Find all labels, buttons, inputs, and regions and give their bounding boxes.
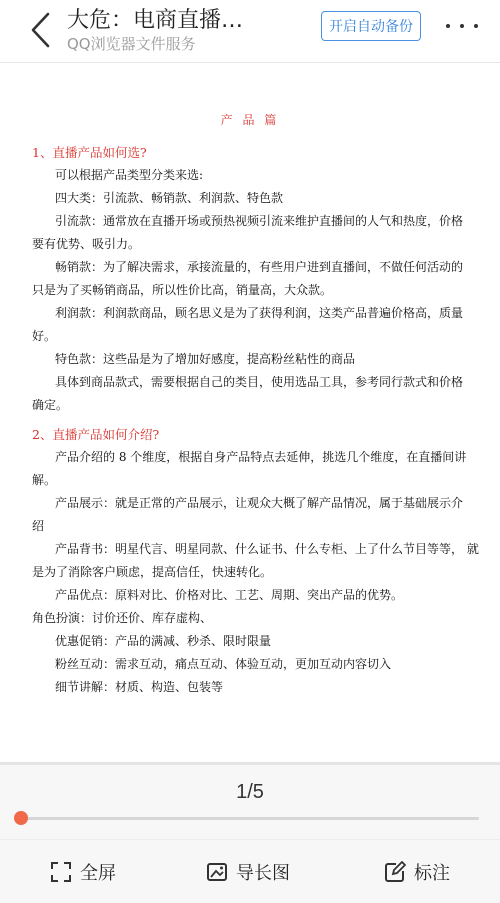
- page-slider-handle[interactable]: [14, 811, 28, 825]
- paragraph-line: 解。: [32, 473, 57, 487]
- paragraph-line: 可以根据产品类型分类来选:: [55, 168, 204, 182]
- paragraph-line: 畅销款：为了解决需求，承接流量的，有些用户进到直播间，不做任何活动的: [55, 260, 464, 274]
- paragraph-line: 四大类：引流款、畅销款、利润款、特色款: [55, 191, 284, 205]
- paragraph-line: 好。: [32, 329, 57, 343]
- top-bar: [0, 0, 500, 63]
- edit-icon: [384, 861, 406, 883]
- paragraph-line: 产品背书：明星代言、明星同款、什么证书、什么专柜、上了什么节目等等， 就: [55, 542, 479, 556]
- paragraph-line: 细节讲解：材质、构造、包装等: [55, 680, 224, 694]
- paragraph-line: 利润款：利润款商品，顾名思义是为了获得利润，这类产品普遍价格高，质量: [55, 306, 464, 320]
- paragraph-line: 产品展示：就是正常的产品展示，让观众大概了解产品情况，属于基础展示介: [55, 496, 464, 510]
- fullscreen-icon: [50, 861, 72, 883]
- back-button[interactable]: [28, 10, 52, 50]
- document-title: 大危：电商直播…: [67, 8, 244, 33]
- more-icon[interactable]: [446, 21, 478, 31]
- paragraph-line: 只是为了买畅销商品，所以性价比高，销量高，大众款。: [32, 283, 333, 297]
- paragraph-line: 优惠促销：产品的满减、秒杀、限时限量: [55, 634, 272, 648]
- fullscreen-label: 全屏: [80, 863, 116, 884]
- paragraph-line: 要有优势、吸引力。: [32, 237, 141, 251]
- auto-backup-button[interactable]: 开启自动备份: [321, 11, 421, 41]
- long-image-button[interactable]: [206, 860, 290, 884]
- paragraph-line: 是为了消除客户顾虑，提高信任，快速转化。: [32, 565, 273, 579]
- paragraph-line: 产品介绍的 8 个维度，根据自身产品特点去延伸，挑选几个维度，在直播间讲: [55, 450, 467, 464]
- long-image-label: 导长图: [236, 863, 290, 884]
- fullscreen-button[interactable]: [50, 860, 116, 884]
- image-export-icon: [206, 861, 228, 883]
- paragraph-line: 具体到商品款式，需要根据自己的类目，使用选品工具，参考同行款式和价格: [55, 375, 464, 389]
- paragraph-line: 产品优点：原料对比、价格对比、工艺、周期、突出产品的优势。: [55, 588, 404, 602]
- section-heading: 1、直播产品如何选?: [32, 145, 147, 160]
- page-indicator: 1/5: [236, 781, 264, 803]
- paragraph-line: 角色扮演：讨价还价、库存虚构、: [32, 611, 213, 625]
- section-heading: 2、直播产品如何介绍?: [32, 427, 160, 442]
- viewer-controls: [0, 765, 500, 902]
- paragraph-line: 粉丝互动：需求互动，痛点互动、体验互动，更加互动内容切入: [55, 657, 392, 671]
- document-source: QQ浏览器文件服务: [67, 35, 196, 53]
- paragraph-line: 确定。: [32, 398, 69, 412]
- page-slider-track[interactable]: [21, 817, 479, 820]
- paragraph-line: 绍: [32, 519, 45, 533]
- paragraph-line: 特色款：这些品是为了增加好感度，提高粉丝粘性的商品: [55, 352, 356, 366]
- paragraph-line: 引流款：通常放在直播开场或预热视频引流来维护直播间的人气和热度，价格: [55, 214, 464, 228]
- document-page: [0, 63, 500, 763]
- document-heading: 产 品 篇: [220, 113, 280, 127]
- annotate-button[interactable]: [384, 860, 450, 884]
- annotate-label: 标注: [414, 863, 450, 884]
- chevron-left-icon: [28, 10, 52, 50]
- action-bar: [0, 839, 500, 903]
